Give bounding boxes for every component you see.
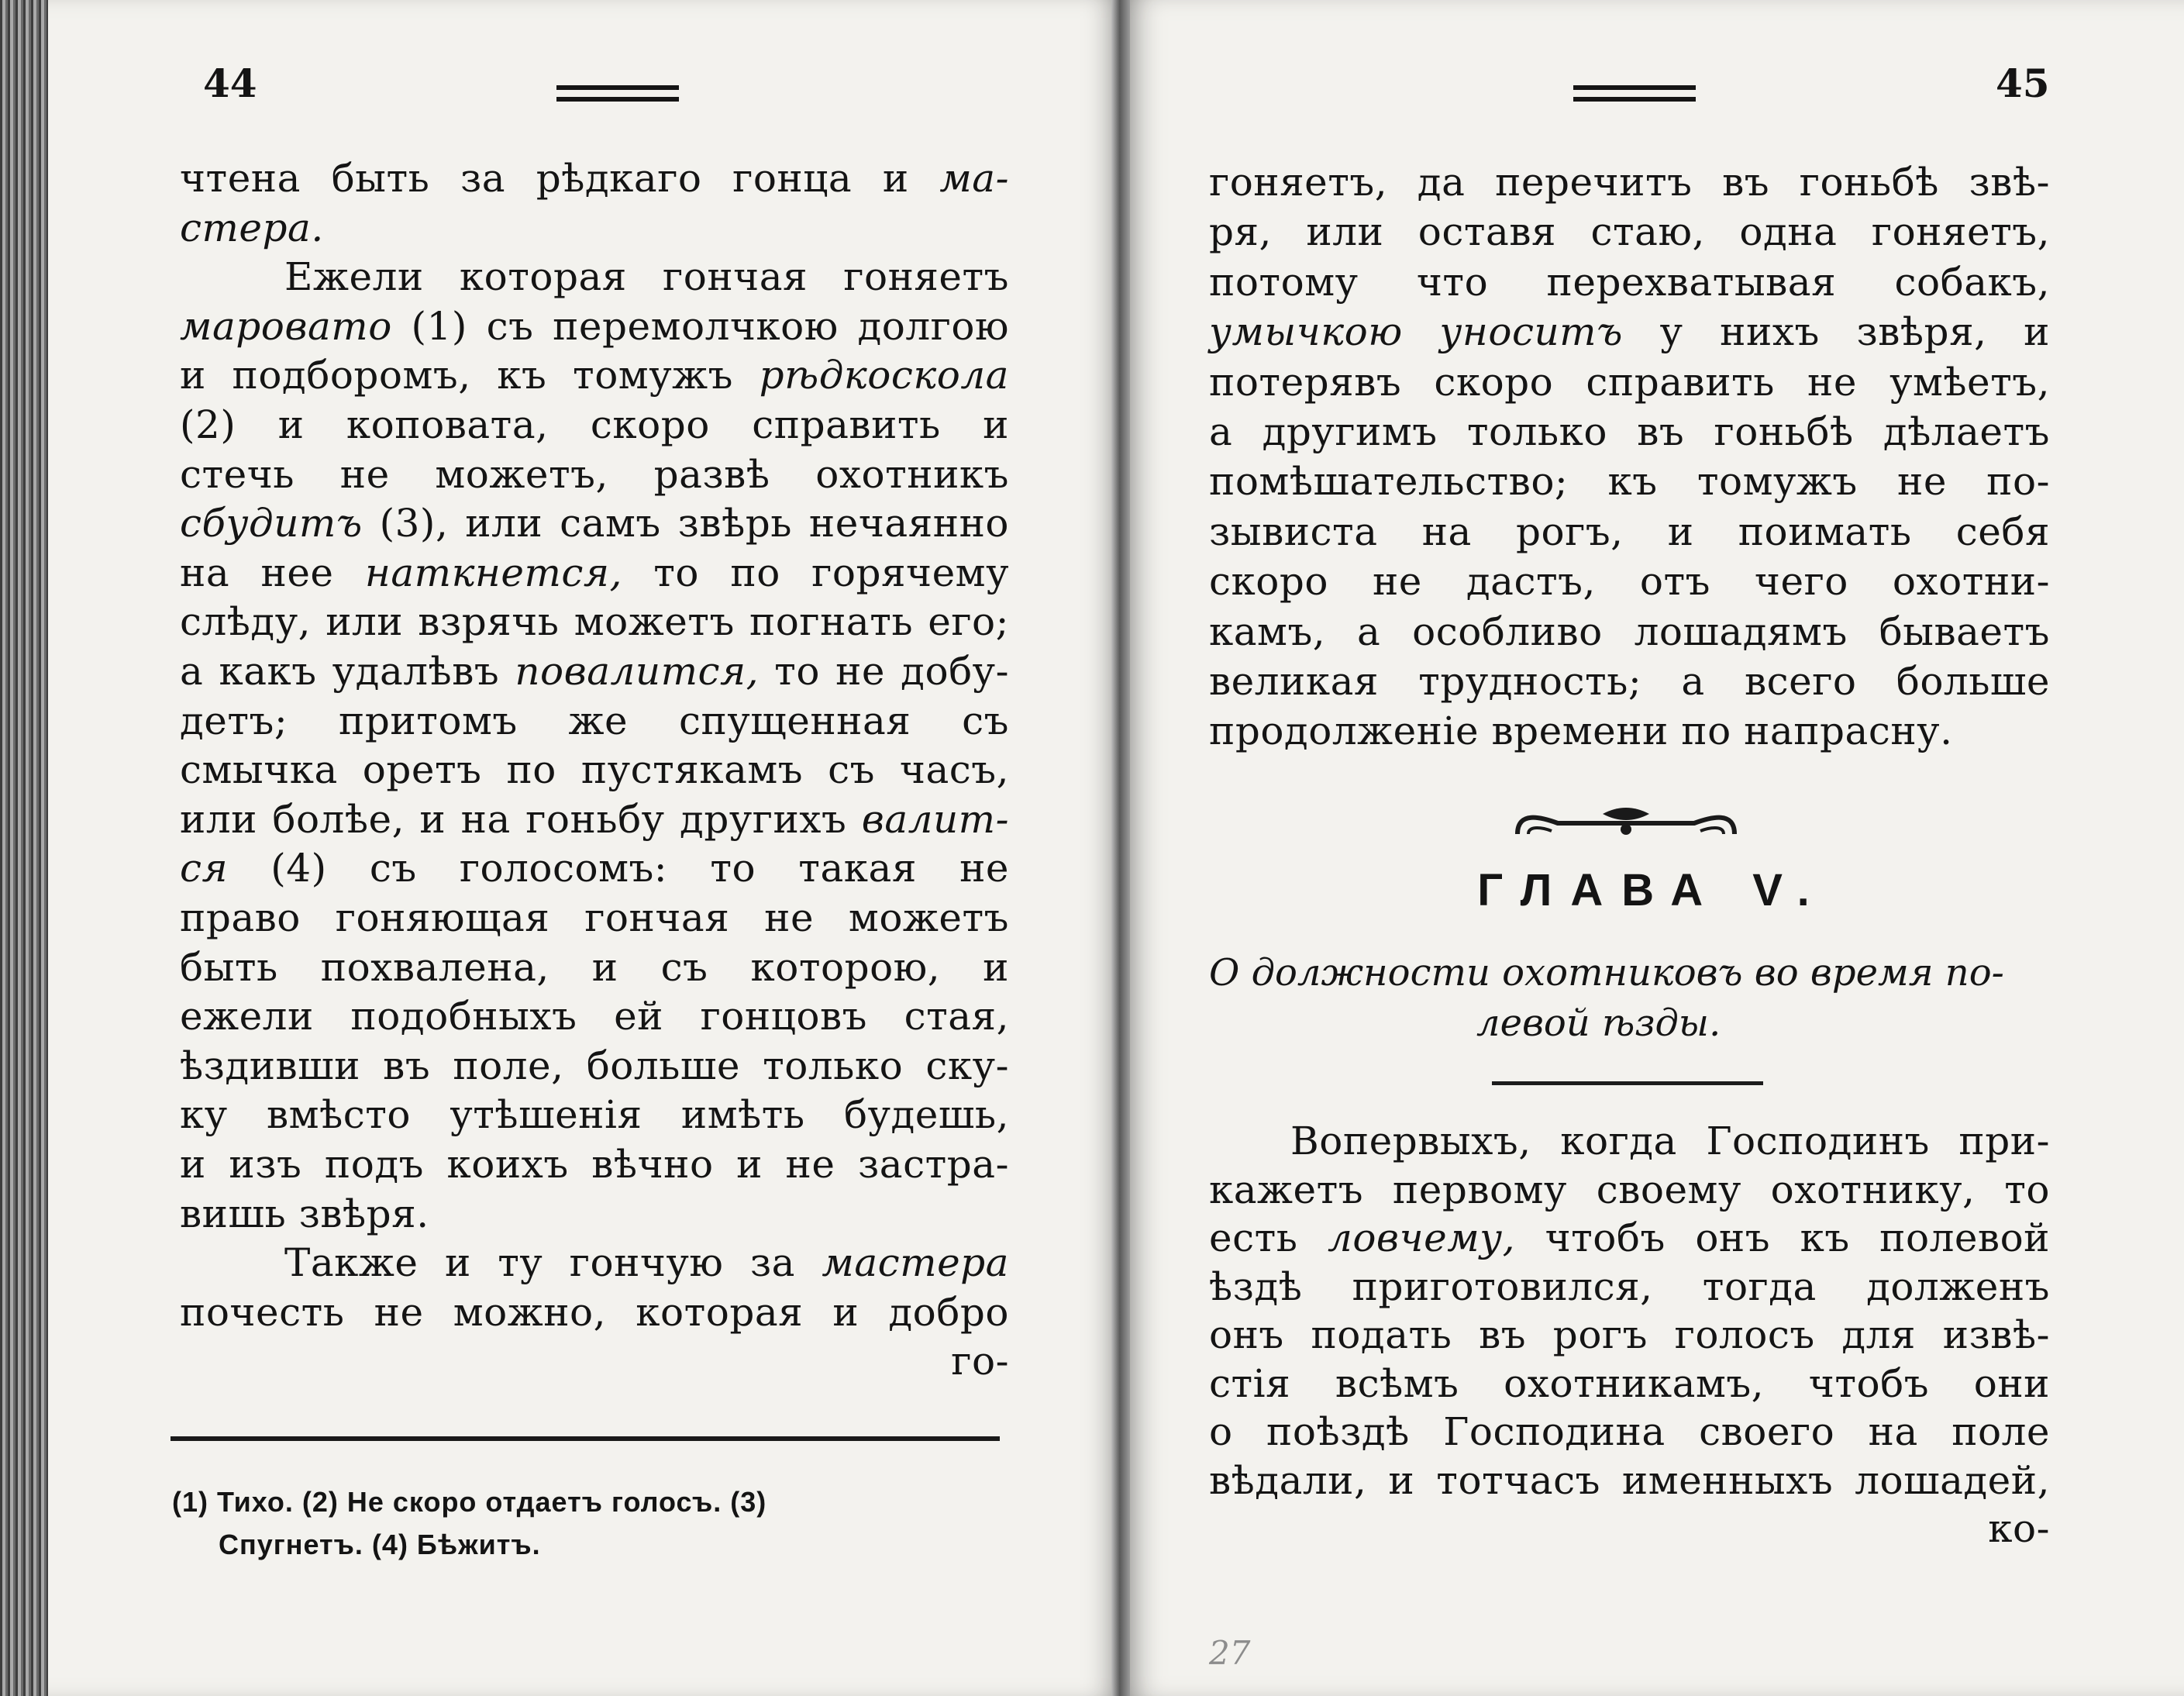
- chapter-subtitle: О должности охотниковъ во время по-: [1209, 951, 2004, 995]
- text-line: стечь не можетъ, развѣ охотникъ: [180, 451, 1009, 497]
- header-double-rule-left: [556, 85, 679, 102]
- text-line: вѣдали, и тотчасъ именныхъ лошадей,: [1209, 1457, 2050, 1503]
- text-line: помѣшательство; къ томужъ не по-: [1209, 459, 2050, 505]
- text-line: стія всѣмъ охотникамъ, чтобъ они: [1209, 1360, 2050, 1406]
- text-line: потерявъ скоро справить не умѣетъ,: [1209, 359, 2050, 405]
- text-line: стера.: [180, 205, 324, 250]
- text-line: или болѣе, и на гоньбу другихъ валит-: [180, 796, 1009, 842]
- text-line: вишь звѣря.: [180, 1191, 429, 1236]
- text-line: маровато (1) съ перемолчкою долгою: [180, 303, 1009, 349]
- text-line: а какъ удалѣвъ повалится, то не добу-: [180, 649, 1009, 694]
- book-page-edges: [0, 0, 48, 1696]
- chapter-separator-rule: [1492, 1081, 1763, 1085]
- footnote-rule: [171, 1436, 1000, 1441]
- text-line: ѣздивши въ поле, больше только ску-: [180, 1043, 1009, 1088]
- text-line: умычкою уноситъ у нихъ звѣря, и: [1209, 309, 2050, 355]
- text-line: скоро не дастъ, отъ чего охотни-: [1209, 559, 2050, 605]
- text-line: быть похвалена, и съ которою, и: [180, 944, 1009, 990]
- text-line: и изъ подъ коихъ вѣчно и не застра-: [180, 1142, 1009, 1187]
- text-line: а другимъ только въ гоньбѣ дѣлаетъ: [1209, 409, 2050, 454]
- text-line: ря, или оставя стаю, одна гоняетъ,: [1209, 209, 2050, 255]
- text-line: есть ловчему, чтобъ онъ къ полевой: [1209, 1215, 2050, 1260]
- text-line: детъ; притомъ же спущенная съ: [180, 698, 1009, 743]
- text-line: потому что перехватывая собакъ,: [1209, 259, 2050, 305]
- text-line: го-: [951, 1339, 1009, 1384]
- text-line: почесть не можно, которая и добро: [180, 1289, 1009, 1335]
- text-line: кажетъ первому своему охотнику, то: [1209, 1167, 2050, 1212]
- text-line: Ежели которая гончая гоняетъ: [284, 254, 1009, 300]
- handwritten-note: 27: [1209, 1634, 1251, 1672]
- text-line: зывиста на рогъ, и поимать себя: [1209, 508, 2050, 554]
- text-line: Вопервыхъ, когда Господинъ при-: [1290, 1119, 2050, 1163]
- text-line: ся (4) съ голосомъ: то такая не: [180, 846, 1009, 891]
- footnote-line: (1) Тихо. (2) Не скоро отдаетъ голосъ. (3): [172, 1486, 767, 1518]
- ornament-flourish: [1510, 800, 1742, 846]
- text-line: камъ, а особливо лошадямъ бываетъ: [1209, 608, 2050, 654]
- text-line: ѣздѣ приготовился, тогда долженъ: [1209, 1263, 2050, 1309]
- text-line: право гоняющая гончая не можетъ: [180, 895, 1009, 940]
- header-double-rule-right: [1573, 85, 1696, 102]
- text-line: и подборомъ, къ томужъ рѣдкоскола: [180, 353, 1009, 398]
- chapter-subtitle: левой ѣзды.: [1476, 1001, 1721, 1045]
- text-line: чтена быть за рѣдкаго гонца и ма-: [180, 156, 1009, 201]
- text-line: на нее наткнется, то по горячему: [180, 550, 1009, 595]
- text-line: сбудитъ (3), или самъ звѣрь нечаянно: [180, 501, 1009, 546]
- text-line: продолженіе времени по напрасну.: [1209, 708, 1953, 754]
- chapter-heading: ГЛАВА V.: [1477, 865, 1828, 915]
- text-line: Также и ту гончую за мастера: [284, 1240, 1009, 1286]
- text-line: смычка оретъ по пустякамъ съ часъ,: [180, 747, 1009, 793]
- text-line: великая трудность; а всего больше: [1209, 659, 2050, 704]
- text-line: ко-: [1988, 1506, 2050, 1551]
- book-gutter: [1111, 0, 1130, 1696]
- text-line: ку вмѣсто утѣшенія имѣть будешь,: [180, 1092, 1009, 1138]
- text-line: гоняетъ, да перечитъ въ гоньбѣ звѣ-: [1209, 160, 2050, 205]
- footnote-line: Спугнетъ. (4) Бѣжитъ.: [219, 1529, 541, 1560]
- text-line: ежели подобныхъ ей гонцовъ стая,: [180, 994, 1009, 1039]
- text-line: слѣду, или взрячь можетъ погнать его;: [180, 599, 1009, 645]
- text-line: (2) и коповата, скоро справить и: [180, 402, 1009, 447]
- text-line: онъ подать въ рогъ голосъ для извѣ-: [1209, 1312, 2050, 1357]
- text-line: о поѣздѣ Господина своего на поле: [1209, 1409, 2050, 1454]
- page-number-left: 44: [203, 60, 257, 106]
- page-number-right: 45: [1996, 60, 2050, 106]
